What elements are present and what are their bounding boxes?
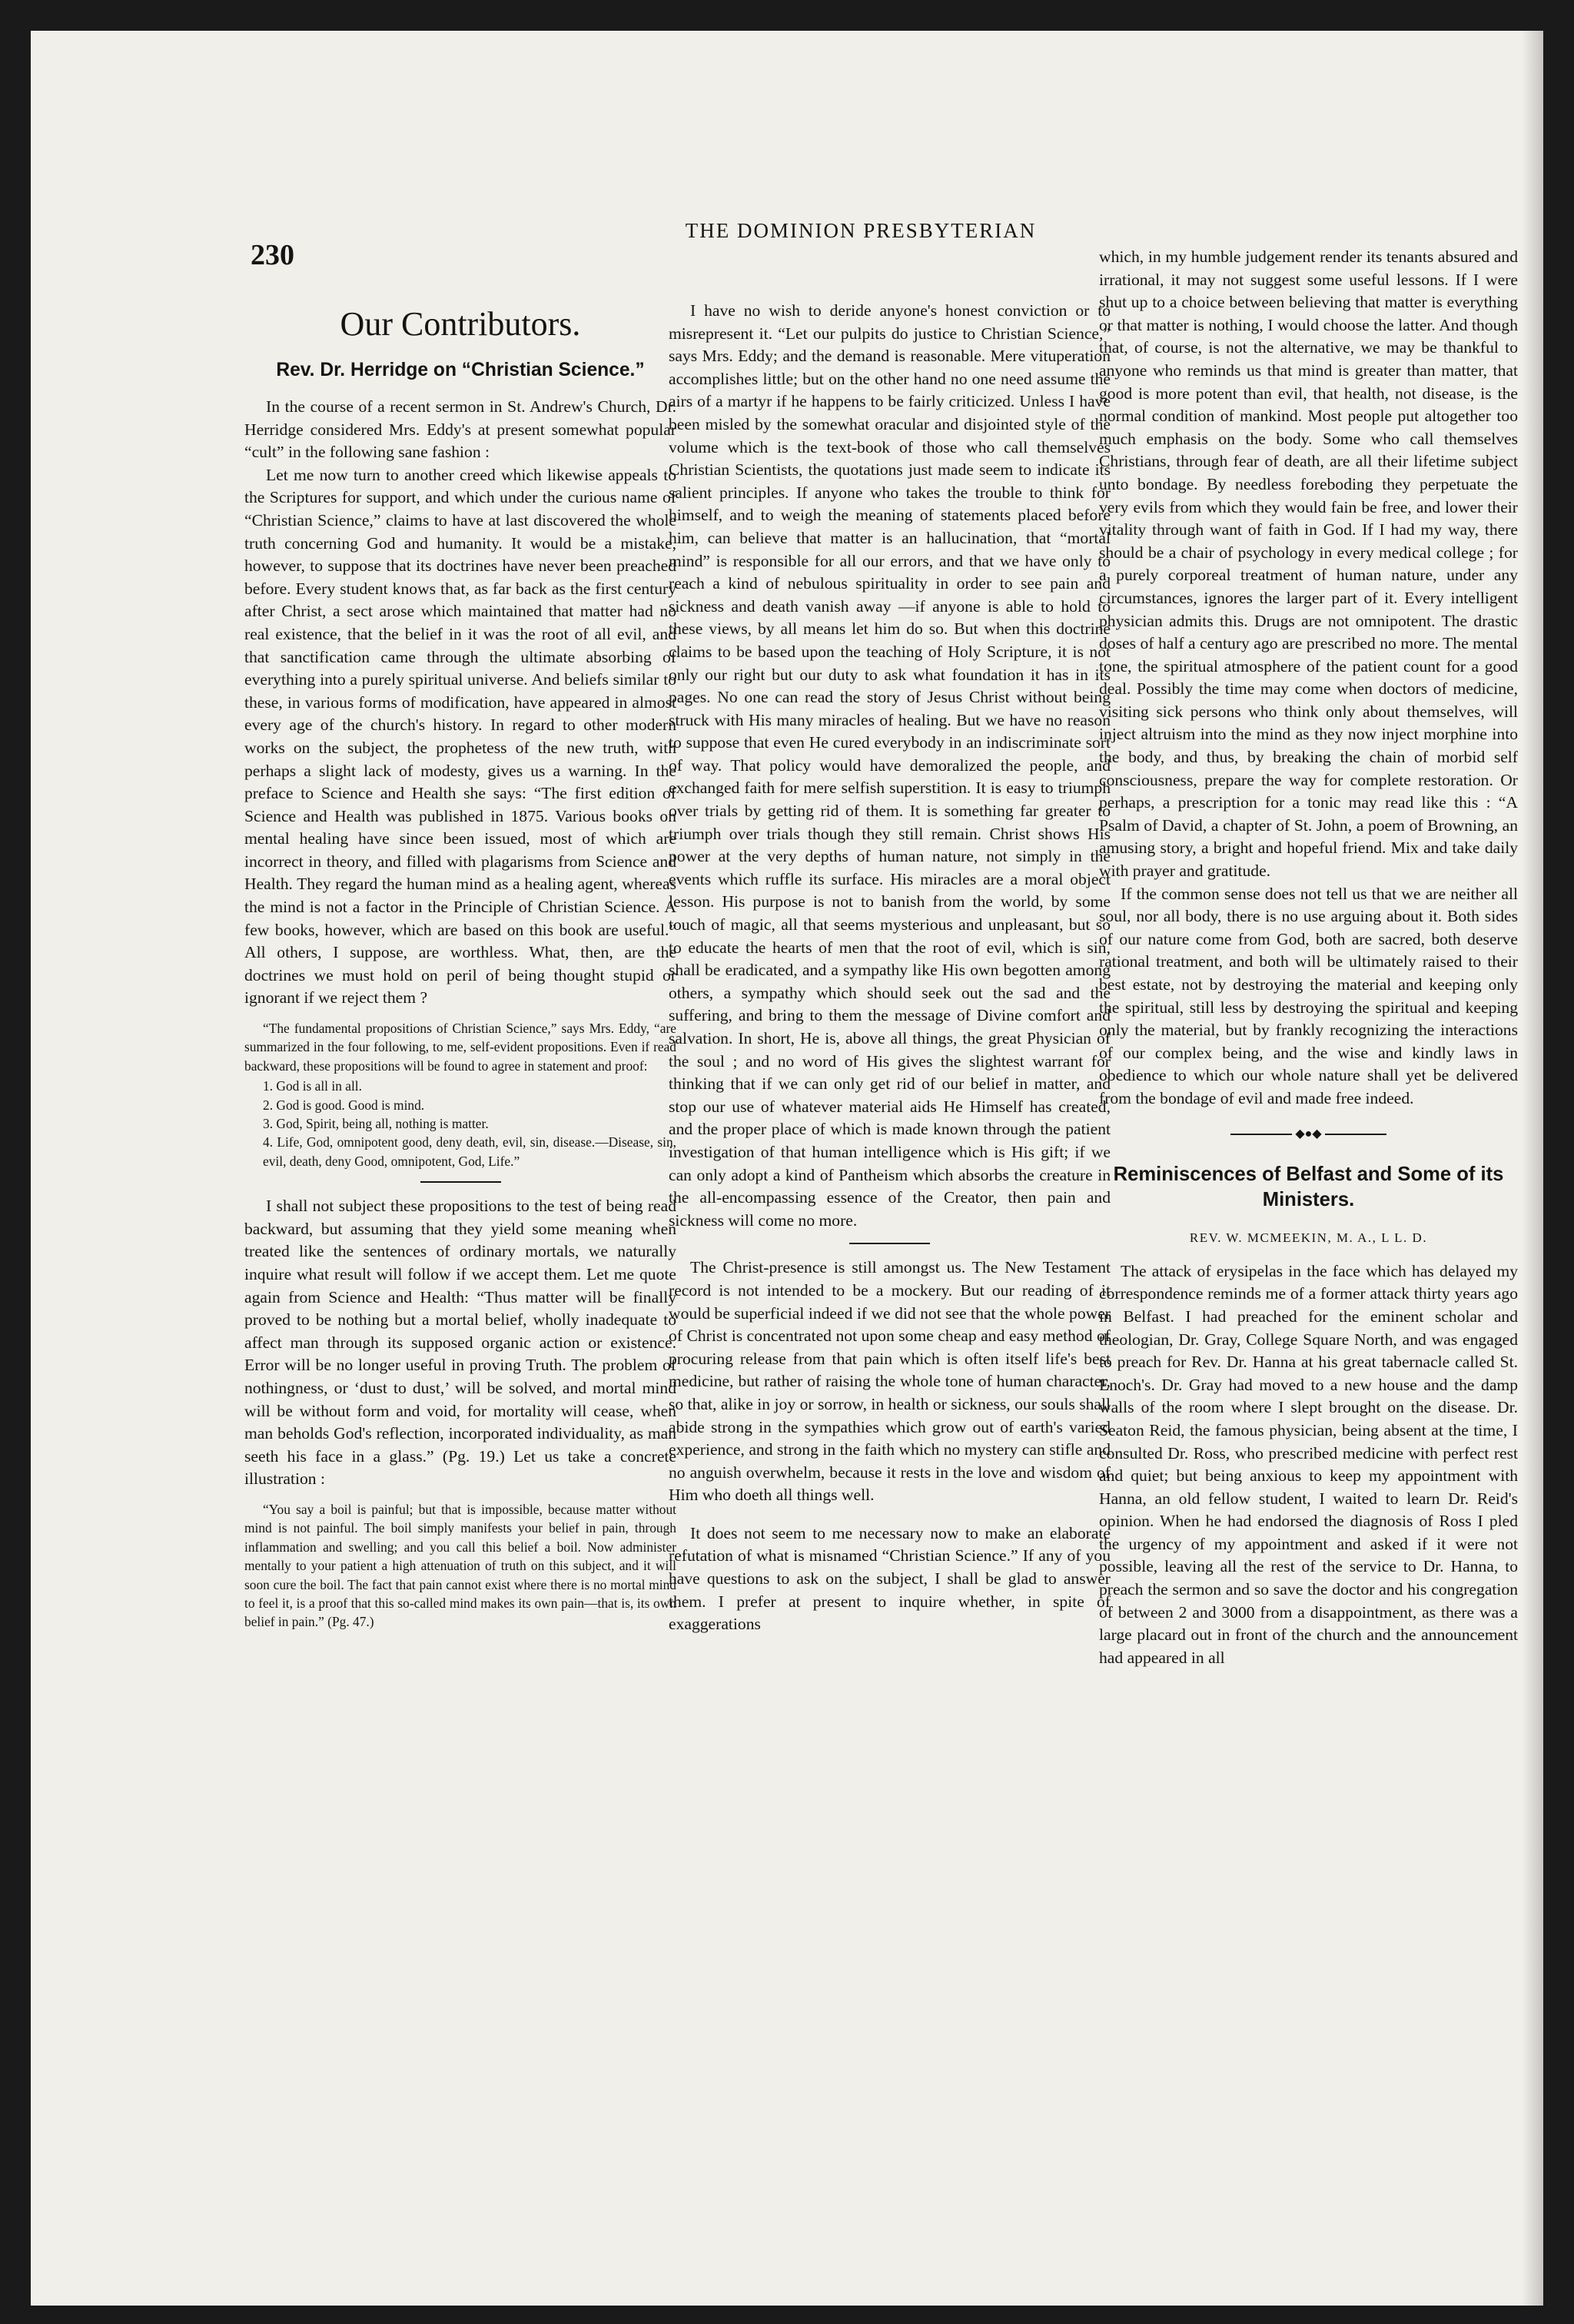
proposition-list xyxy=(244,1077,676,1170)
paragraph: In the course of a recent sermon in St. Andrew's Church, Dr. Herridge considered Mrs. Eddy's at present somewhat popular “cult” in the following sane fashion : xyxy=(244,397,676,462)
section-title: Our Contributors. xyxy=(340,305,581,343)
page-edge-shadow xyxy=(1522,31,1543,2306)
newspaper-page xyxy=(31,31,1543,2306)
block-quote xyxy=(244,1500,676,1632)
block-quote xyxy=(244,1019,676,1170)
divider-line xyxy=(1325,1134,1386,1135)
list-item: 3. God, Spirit, being all, nothing is matter. xyxy=(263,1116,489,1132)
article-title: Reminiscences of Belfast and Some of its Ministers. xyxy=(1113,1164,1504,1211)
diamond-icon: ◆●◆ xyxy=(1295,1127,1322,1140)
byline: REV. W. MCMEEKIN, M. A., L L. D. xyxy=(1189,1230,1428,1246)
column-2 xyxy=(669,261,1111,1636)
paragraph: If the common sense does not tell us that we are neither all soul, nor all body, there is no use arguing about it. Both sides of our nature come from God, both are sacred, both deserve rational treatment, and both will be ultimately raised to their best estate, not by destroying the material and keeping only the spiritual, still less by destroying the spiritual and keeping only the material, but by frankly recognizing the interactions of our complex being, and the wise and kindly laws in obedience to which our whole nature shall yet be delivered from the bondage of evil and made free indeed. xyxy=(1099,884,1518,1107)
page-number: 230 xyxy=(251,239,294,271)
quote-text: “The fundamental propositions of Christian Science,” says Mrs. Eddy, “are summarized in the four following, to me, self-evident propositions. Even if read backward, these propositions will be found to agree in statement and proof: xyxy=(244,1021,676,1074)
list-item: 1. God is all in all. xyxy=(263,1078,362,1094)
paragraph: The attack of erysipelas in the face which has delayed my correspondence reminds me of a former attack thirty years ago in Belfast. I had preached for the eminent scholar and theologian, Dr. Gray, College Square North, and was engaged to preach for Rev. Dr. Hanna at his great tabernacle called St. Enoch's. Dr. Gray had moved to a new house and the damp walls of the room where I slept brought on the disease. Dr. Seaton Reid, the famous physician, being absent at the time, I consulted Dr. Ross, who prescribed medicine with perfect rest and quiet; but being anxious to keep my appointment with Hanna, an old fellow student, I waited to learn Dr. Reid's opinion. When he had endorsed the diagnosis of Ross I pled the urgency of my appointment and asked if it were not possible, leaving all the rest of the service to Dr. Hanna, to preach the sermon and so save the doctor and his congregation of between 2 and 3000 from a disappointment, as there was a large placard out in front of the church and the announcement had appeared in all xyxy=(1099,1261,1518,1667)
list-item: 2. God is good. Good is mind. xyxy=(263,1097,425,1113)
paragraph: which, in my humble judgement render its tenants absured and irrational, it may not suggest some useful lessons. If I were shut up to a choice between believing that matter is everything or that matter is nothing, I would choose the latter. And though that, of course, is not the alternative, we may be thankful to anyone who reminds us that mind is greater than matter, that good is more potent than evil, that health, not disease, is the normal condition of mankind. Most people put altogether too much emphasis on the body. Some who call themselves Christians, through fear of death, are all their lifetime subject unto bondage. By needless foreboding they perpetuate the very evils from which they would fain be free, and lower their vitality through want of faith in God. If I had my way, there should be a chair of psychology in every medical college ; for a purely corporeal treatment of human nature, under any circumstances, ignores the larger part of it. Every intelligent physician admits this. Drugs are not omnipotent. The drastic doses of half a century ago are prescribed no more. The mental tone, the spiritual atmosphere of the patient count for a good deal. Possibly the time may come when doctors of medicine, visiting sick persons who think only about themselves, will inject altruism into the mind as they now inject morphine into the body, and thus, by breaking the chain of morbid self consciousness, prepare the way for complete restoration. Or perhaps, a prescription for a tonic may read like this : “A Psalm of David, a chapter of St. John, a poem of Browning, an amusing story, a bright and hopeful friend. Mix and take daily with prayer and gratitude. xyxy=(1099,247,1518,881)
column-1 xyxy=(244,304,676,1641)
divider xyxy=(849,1243,930,1244)
divider-line xyxy=(1230,1134,1292,1135)
paragraph: I have no wish to deride anyone's honest conviction or to misrepresent it. “Let our pulpits do justice to Christian Science,” says Mrs. Eddy; and the demand is reasonable. Mere vituperation accomplishes little; but on the other hand no one need assume the airs of a martyr if he happens to be fairly criticized. Unless I have been misled by the somewhat oracular and disjointed style of the volume which is the text-book of those who call themselves Christian Scientists, the quotations just made seem to indicate its salient principles. If anyone who takes the trouble to think for himself, and to weigh the meaning of statements placed before him, can believe that matter is an hallucination, that “mortal mind” is responsible for all our errors, and that we have only to reach a kind of nebulous spirituality in order to see pain and sickness and death vanish away —if anyone is able to hold to these views, by all means let him do so. But when this doctrine claims to be based upon the teaching of Holy Scripture, it is not only our right but our duty to ask what foundation it has in its pages. No one can read the story of Jesus Christ without being struck with His many miracles of healing. But we have no reason to suppose that even He cured everybody in an indiscriminate sort of way. That policy would have demoralized the people, and exchanged faith for mere selfish superstition. It is easy to triumph over trials by getting rid of them. It is something far greater to triumph over trials though they still remain. Christ shows His power at the very depths of human nature, not simply in the events which ruffle its surface. His miracles are a moral object lesson. His purpose is not to banish from the world, by some touch of magic, all that seems mysterious and unpleasant, but so to educate the hearts of men that the root of evil, which is sin, shall be eradicated, and a sympathy like His own begotten among others, a sympathy which should seek out the sad and the suffering, and bring to them the message of Divine comfort and salvation. In short, He is, above all things, the great Physician of the soul ; and no word of His gives the slightest warrant for thinking that if we can only get rid of our belief in matter, and stop our use of whatever material aids He Himself has created, and the proper place of which is made known through the patient investigation of that human intelligence which is His gift; if we can only adopt a kind of Pantheism which absorbs the creature in the all-encompassing essence of the Creator, then pain and sickness will come no more. xyxy=(669,301,1111,1230)
paragraph: I shall not subject these propositions to the test of being read backward, but assuming that they yield some meaning when treated like the sentences of ordinary mortals, we naturally inquire what result will follow if we accept them. Let me quote again from Science and Health: “Thus matter will be finally proved to be nothing but a mortal belief, wholly inadequate to affect man through its supposed organic action or existence. Error will be no longer useful in proving Truth. The problem of nothingness, or ‘dust to dust,’ will be solved, and mortal mind will be without form and void, for mortality will cease, when man beholds God's reflection, incorporated individuality, as man seeth his face in a glass.” (Pg. 19.) Let us take a concrete illustration : xyxy=(244,1197,676,1489)
ornamental-divider xyxy=(1099,1123,1518,1146)
paragraph: The Christ-presence is still amongst us. The New Testament record is not intended to be a mockery. But our reading of it would be superficial indeed if we did not see that the whole power of Christ is concentrated not upon some cheap and easy method of procuring release from that pain which is often itself life's best medicine, but rather of raising the whole tone of human character, so that, alike in joy or sorrow, in health or sickness, our souls shall abide strong in the sympathies which grow out of earth's varied experience, and strong in the faith which no mystery can stifle and no anguish overwhelm, because it rests in the love and wisdom of Him who doeth all things well. xyxy=(669,1258,1111,1505)
quote-text: “You say a boil is painful; but that is impossible, because matter without mind is not painful. The boil simply manifests your belief in pain, through inflammation and swelling; and you call this belief a boil. Now administer mentally to your patient a high attenuation of truth on this subject, and it will soon cure the boil. The fact that pain cannot exist where there is no mortal mind to feel it, is a proof that this so-called mind makes its own pain—that is, its own belief in pain.” (Pg. 47.) xyxy=(244,1502,676,1630)
divider xyxy=(420,1181,501,1183)
article-title: Rev. Dr. Herridge on “Christian Science.” xyxy=(276,360,645,380)
column-3 xyxy=(1099,246,1518,1669)
list-item: 4. Life, God, omnipotent good, deny death, evil, sin, disease.—Disease, sin, evil, death, deny Good, omnipotent, God, Life.” xyxy=(263,1134,676,1169)
paragraph: Let me now turn to another creed which likewise appeals to the Scriptures for support, and which under the curious name of “Christian Science,” claims to have at last discovered the whole truth concerning God and humanity. It would be a mistake, however, to suppose that its doctrines have never been preached before. Every student knows that, as far back as the first century after Christ, a sect arose which maintained that matter had no real existence, that the belief in it was the root of all evil, and that sanctification came through the ultimate absorbing of everything into a purely spiritual universe. And beliefs similar to these, in various forms of modification, have appeared in almost every age of the church's history. In regard to other modern works on the subject, the prophetess of the new truth, with perhaps a slight lack of modesty, gives us a warning. In the preface to Science and Health she says: “The first edition of Science and Health was published in 1875. Various books on mental healing have since been issued, most of which are incorrect in theory, and filled with plagarisms from Science and Health. They regard the human mind as a healing agent, whereas the mind is not a factor in the Principle of Christian Science. A few books, however, which are based on this book are useful.” All others, I suppose, are worthless. What, then, are the doctrines we must hold on peril of being thought stupid or ignorant if we reject them ? xyxy=(244,465,676,1008)
running-head: THE DOMINION PRESBYTERIAN xyxy=(685,219,1037,242)
paragraph: It does not seem to me necessary now to make an elaborate refutation of what is misnamed “Christian Science.” If any of you have questions to ask on the subject, I shall be glad to answer them. I prefer at present to inquire whether, in spite of exaggerations xyxy=(669,1523,1111,1634)
